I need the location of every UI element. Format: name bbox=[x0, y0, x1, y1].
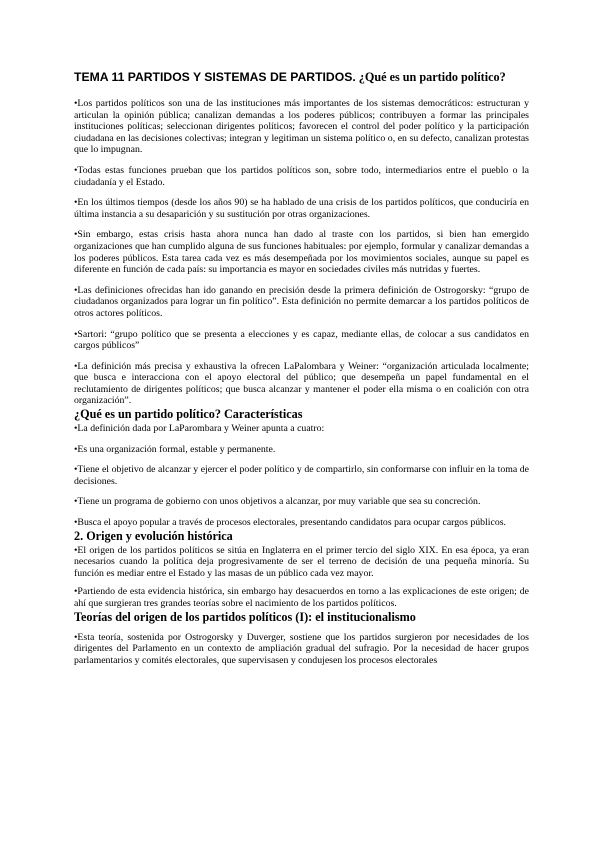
section-heading-institucionalismo: Teorías del origen de los partidos políticos (I): el institucionalismo bbox=[74, 609, 416, 624]
paragraph-s2-2: •Tiene el objetivo de alcanzar y ejercer el poder político y de compartirlo, sin conformarse con influir en la toma de decisiones. bbox=[74, 464, 529, 487]
paragraph-s2-1: •Es una organización formal, estable y permanente. bbox=[74, 443, 276, 455]
paragraph-s1-3: •Sin embargo, estas crisis hasta ahora nunca han dado al traste con los partidos, si bien han emergido organizaciones que han cumplido alguna de sus funciones habituales: por ejemplo, formular y canalizar demandas a los poderes públicos. Esta tarea cada vez es más desempeñada por los movimientos sociales, aunque su papel es diferente en función de cada país: su importancia es mayor en sociedades civiles más nutridas y fuertes. bbox=[74, 229, 529, 276]
paragraph-s1-4: •Las definiciones ofrecidas han ido ganando en precisión desde la primera definición de Ostrogorsky: “grupo de ciudadanos organizados para lograr un fin político”. Esta definición no permite demarcar a los partidos políticos de otros actores políticos. bbox=[74, 284, 529, 319]
paragraph-s3-1: •Partiendo de esta evidencia histórica, sin embargo hay desacuerdos en torno a las explicaciones de este origen; de ahí que surgieran tres grandes teorías sobre el nacimiento de los partidos políticos. bbox=[74, 586, 529, 609]
paragraph-s2-0: •La definición dada por LaParombara y Weiner apunta a cuatro: bbox=[74, 423, 325, 435]
paragraph-s1-6: •La definición más precisa y exhaustiva la ofrecen LaPalombara y Weiner: “organización articulada localmente; que busca e interacciona con el apoyo electoral del público; que desempeña un papel fundamental en el reclutamiento de dirigentes políticos; que busca alcanzar y mantener el poder ella misma o en coalición con otra organización”. bbox=[74, 360, 529, 407]
paragraph-s1-1: •Todas estas funciones prueban que los partidos políticos son, sobre todo, intermediarios entre el pueblo o la ciudadanía y el Estado. bbox=[74, 164, 529, 188]
paragraph-s2-4: •Busca el apoyo popular a través de procesos electorales, presentando candidatos para ocupar cargos públicos. bbox=[74, 517, 506, 529]
page-title bbox=[74, 70, 529, 85]
title-main: TEMA 11 PARTIDOS Y SISTEMAS DE PARTIDOS. bbox=[74, 70, 356, 84]
title-question: ¿Qué es un partido político? bbox=[355, 70, 506, 84]
section-heading-origen: 2. Origen y evolución histórica bbox=[74, 528, 233, 543]
document-content bbox=[74, 70, 529, 666]
paragraph-s1-2: •En los últimos tiempos (desde los años 90) se ha hablado de una crisis de los partidos políticos, que conduciría en última instancia a su desaparición y su sustitución por otras organizaciones. bbox=[74, 197, 529, 220]
paragraph-s3-0: •El origen de los partidos políticos se sitúa en Inglaterra en el primer tercio del siglo XIX. En esa época, ya eran necesarios cuando la política deja progresivamente de ser el terreno de decisión de una pequeña minoría. Su función es mediar entre el Estado y las masas de un público cada vez mayor. bbox=[74, 544, 529, 579]
paragraph-s1-0: •Los partidos políticos son una de las instituciones más importantes de los sistemas democráticos: estructuran y articulan la opinión pública; canalizan demandas a los poderes públicos; contribuyen a formar las principales instituciones políticas; seleccionan dirigentes políticos; favorecen el control del poder político y la participación ciudadana en las decisiones colectivas; integran y legitiman un sistema político o, en su defecto, canalizan protestas que lo impugnan. bbox=[74, 98, 529, 156]
paragraph-s4-0: •Esta teoría, sostenida por Ostrogorsky y Duverger, sostiene que los partidos surgieron por necesidades de los dirigentes del Parlamento en un contexto de ampliación gradual del sufragio. Por la necesidad de hacer grupos parlamentarios y comités electorales, que supervisasen y condujesen los procesos electorales bbox=[74, 631, 529, 666]
section-heading-caracteristicas: ¿Qué es un partido político? Características bbox=[74, 407, 303, 422]
paragraph-s1-5: •Sartori: “grupo político que se presenta a elecciones y es capaz, mediante ellas, de colocar a sus candidatos en cargos públicos” bbox=[74, 328, 529, 352]
paragraph-s2-3: •Tiene un programa de gobierno con unos objetivos a alcanzar, por muy variable que sea su concreción. bbox=[74, 496, 481, 508]
